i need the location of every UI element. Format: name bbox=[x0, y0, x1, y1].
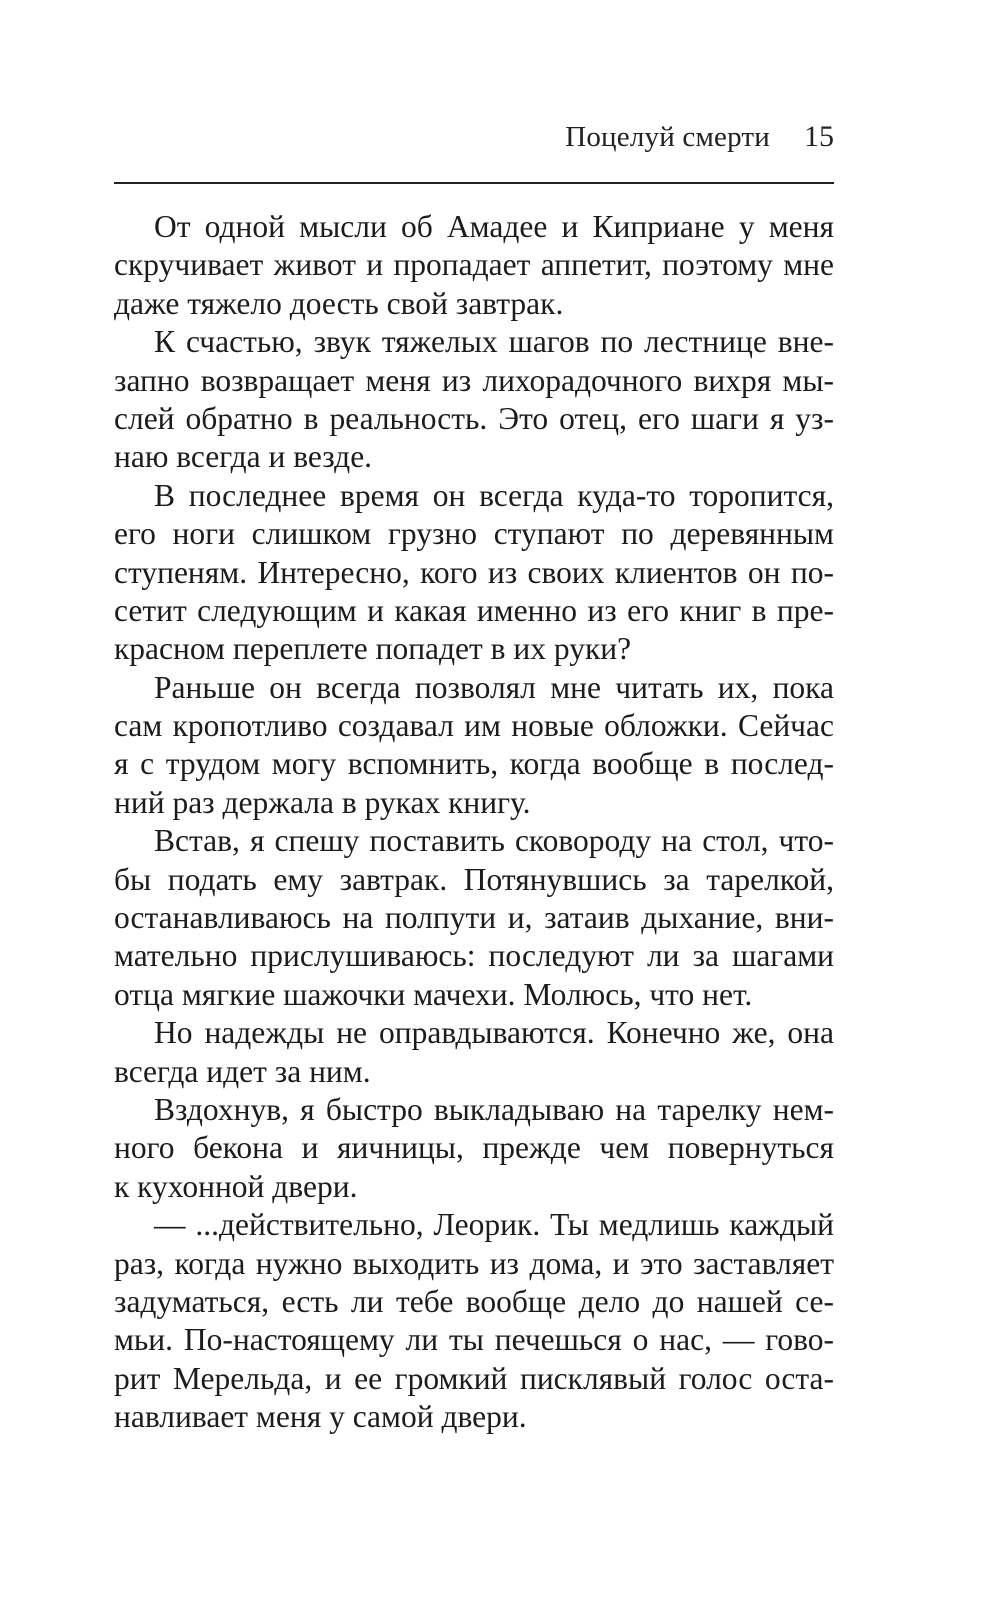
text-line: сам кропотливо создавал им новые обложки. Сейчас bbox=[114, 708, 834, 744]
text-line: Но надежды не оправдываются. Конечно же, она bbox=[154, 1015, 834, 1051]
body-text bbox=[114, 208, 834, 1437]
text-line: навливает меня у самой двери. bbox=[114, 1399, 527, 1435]
text-line: отца мягкие шажочки мачехи. Молюсь, что нет. bbox=[114, 976, 753, 1012]
text-line: даже тяжело доесть свой завтрак. bbox=[114, 285, 564, 321]
running-title: Поцелуй смерти bbox=[565, 121, 770, 153]
paragraph bbox=[114, 208, 834, 323]
paragraph bbox=[114, 1014, 834, 1091]
text-line: Вздохнув, я быстро выкладываю на тарелку нем- bbox=[154, 1091, 834, 1127]
text-line: К счастью, звук тяжелых шагов по лестнице вне- bbox=[154, 324, 834, 360]
text-line: ний раз держала в руках книгу. bbox=[114, 784, 531, 820]
text-line: его ноги слишком грузно ступают по деревянным bbox=[114, 516, 834, 552]
text-line: мьи. По-настоящему ли ты печешься о нас, — гово- bbox=[114, 1322, 834, 1358]
running-header bbox=[114, 120, 834, 160]
text-line: Раньше он всегда позволял мне читать их, пока bbox=[154, 669, 834, 705]
text-line: — ...действительно, Леорик. Ты медлишь каждый bbox=[154, 1207, 834, 1243]
text-line: к кухонной двери. bbox=[114, 1168, 358, 1204]
text-line: всегда идет за ним. bbox=[114, 1053, 371, 1089]
text-line: ного бекона и яичницы, прежде чем повернуться bbox=[114, 1130, 834, 1166]
text-line: От одной мысли об Амадее и Киприане у меня bbox=[154, 209, 834, 244]
page-number: 15 bbox=[804, 120, 834, 153]
header-rule bbox=[114, 182, 834, 184]
paragraph bbox=[114, 822, 834, 1014]
text-line: раз, когда нужно выходить из дома, и это заставляет bbox=[114, 1245, 834, 1281]
text-line: рит Мерельда, и ее громкий писклявый голос оста- bbox=[114, 1360, 834, 1396]
text-line: Встав, я спешу поставить сковороду на стол, что- bbox=[154, 823, 834, 859]
text-line: бы подать ему завтрак. Потянувшись за тарелкой, bbox=[114, 861, 834, 897]
paragraph bbox=[114, 1206, 834, 1436]
text-line: запно возвращает меня из лихорадочного вихря мы- bbox=[114, 362, 834, 398]
text-line: В последнее время он всегда куда-то торопится, bbox=[154, 477, 834, 513]
text-line: задуматься, есть ли тебе вообще дело до нашей се- bbox=[114, 1283, 834, 1319]
paragraph bbox=[114, 323, 834, 477]
text-line: слей обратно в реальность. Это отец, его шаги я уз- bbox=[114, 400, 834, 436]
text-line: скручивает живот и пропадает аппетит, поэтому мне bbox=[114, 247, 834, 283]
text-line: останавливаюсь на полпути и, затаив дыхание, вни- bbox=[114, 900, 834, 936]
paragraph bbox=[114, 477, 834, 669]
text-line: мательно прислушиваюсь: последуют ли за шагами bbox=[114, 938, 834, 974]
paragraph bbox=[114, 669, 834, 823]
text-line: наю всегда и везде. bbox=[114, 439, 373, 475]
text-line: сетит следующим и какая именно из его книг в пре- bbox=[114, 592, 834, 628]
text-line: я с трудом могу вспомнить, когда вообще в послед- bbox=[114, 746, 834, 782]
paragraph bbox=[114, 1091, 834, 1206]
text-line: красном переплете попадет в их руки? bbox=[114, 631, 632, 667]
text-line: ступеням. Интересно, кого из своих клиентов он по- bbox=[114, 554, 834, 590]
